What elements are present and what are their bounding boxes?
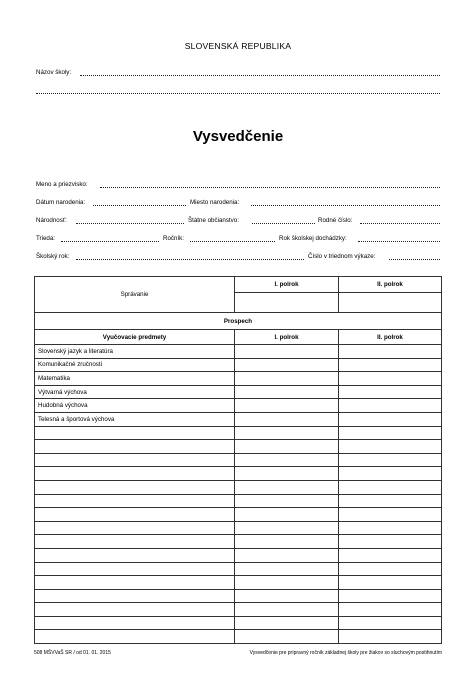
grade-half2-cell[interactable]: [339, 535, 442, 549]
grade-half2-cell[interactable]: [339, 616, 442, 630]
table-row: [35, 630, 442, 644]
table-row: [35, 508, 442, 522]
grade-half1-cell[interactable]: [235, 372, 339, 386]
grade-half2-cell[interactable]: [339, 480, 442, 494]
page-title: Vysvedčenie: [192, 128, 284, 145]
grade-half2-cell[interactable]: [339, 453, 442, 467]
subject-name[interactable]: [35, 467, 235, 481]
grade-half1-cell[interactable]: [235, 426, 339, 440]
table-row: [35, 562, 442, 576]
id-number-label: Rodné číslo:: [318, 217, 353, 224]
register-number-field[interactable]: [389, 259, 440, 260]
attendance-year-label: Rok školskej dochádzky:: [279, 235, 347, 242]
grade-half1-cell[interactable]: [235, 589, 339, 603]
table-row: [35, 548, 442, 562]
behavior-half1-cell[interactable]: [235, 293, 339, 313]
grade-half1-cell[interactable]: [235, 453, 339, 467]
subject-name[interactable]: [35, 589, 235, 603]
register-number-label: Číslo v triednom výkaze:: [308, 253, 376, 260]
table-row: [35, 385, 442, 399]
class-label: Trieda:: [36, 235, 56, 242]
republic-heading: SLOVENSKÁ REPUBLIKA: [184, 41, 292, 51]
behavior-label: Správanie: [35, 277, 235, 313]
school-year-field[interactable]: [76, 259, 304, 260]
grade-table: [34, 276, 442, 644]
grade-half1-cell[interactable]: [235, 467, 339, 481]
subject-name: Slovenský jazyk a literatúra: [35, 345, 235, 359]
table-row: [35, 440, 442, 454]
school-name-label: Názov školy:: [36, 69, 72, 76]
progress-half2-header: II. polrok: [339, 330, 442, 345]
table-row: [35, 616, 442, 630]
table-row: [35, 589, 442, 603]
grade-half2-cell[interactable]: [339, 467, 442, 481]
class-field[interactable]: [61, 241, 159, 242]
grade-half1-cell[interactable]: [235, 630, 339, 644]
table-row: [35, 521, 442, 535]
subject-name[interactable]: [35, 535, 235, 549]
grade-half2-cell[interactable]: [339, 548, 442, 562]
behavior-half2-cell[interactable]: [339, 293, 442, 313]
citizenship-field[interactable]: [252, 223, 315, 224]
birth-date-label: Dátum narodenia:: [36, 199, 86, 206]
table-row: [35, 345, 442, 359]
grade-year-field[interactable]: [190, 241, 275, 242]
citizenship-label: Štátne občianstvo:: [188, 217, 239, 224]
table-row: [35, 576, 442, 590]
school-name-field-line2[interactable]: [36, 93, 440, 94]
name-field[interactable]: [100, 187, 440, 188]
grade-half2-cell[interactable]: [339, 345, 442, 359]
grade-half2-cell[interactable]: [339, 521, 442, 535]
grade-half1-cell[interactable]: [235, 412, 339, 426]
footer-form-description: Vysvedčenie pre prípravný ročník základnej školy pre žiakov so sluchovým postihnutím: [249, 650, 442, 656]
progress-half1-header: I. polrok: [235, 330, 339, 345]
table-row: [35, 358, 442, 372]
subject-name[interactable]: [35, 440, 235, 454]
grade-half2-cell[interactable]: [339, 494, 442, 508]
subject-name[interactable]: [35, 616, 235, 630]
table-row: [35, 372, 442, 386]
table-row: [35, 453, 442, 467]
grade-half1-cell[interactable]: [235, 508, 339, 522]
grade-half1-cell[interactable]: [235, 494, 339, 508]
grade-year-label: Ročník:: [163, 235, 184, 242]
behavior-half2-header: II. polrok: [339, 277, 442, 293]
subject-name: Matematika: [35, 372, 235, 386]
id-number-field[interactable]: [360, 223, 440, 224]
subject-name: Hudobná výchova: [35, 399, 235, 413]
grade-half2-cell[interactable]: [339, 562, 442, 576]
subject-name: Telesná a športová výchova: [35, 412, 235, 426]
grade-half2-cell[interactable]: [339, 576, 442, 590]
grade-half2-cell[interactable]: [339, 385, 442, 399]
subject-name[interactable]: [35, 480, 235, 494]
grade-half1-cell[interactable]: [235, 440, 339, 454]
subjects-header: Vyučovacie predmety: [35, 330, 235, 345]
behavior-half1-header: I. polrok: [235, 277, 339, 293]
subject-name[interactable]: [35, 508, 235, 522]
grade-half1-cell[interactable]: [235, 345, 339, 359]
table-row: [35, 603, 442, 617]
name-label: Meno a priezvisko:: [36, 181, 88, 188]
subject-name[interactable]: [35, 603, 235, 617]
table-row: [35, 535, 442, 549]
grade-half1-cell[interactable]: [235, 385, 339, 399]
table-row: [35, 480, 442, 494]
grade-half2-cell[interactable]: [339, 440, 442, 454]
subject-name[interactable]: [35, 630, 235, 644]
grade-half1-cell[interactable]: [235, 603, 339, 617]
subject-name[interactable]: [35, 548, 235, 562]
grade-half1-cell[interactable]: [235, 521, 339, 535]
table-row: [35, 399, 442, 413]
grade-half1-cell[interactable]: [235, 562, 339, 576]
grade-half1-cell[interactable]: [235, 399, 339, 413]
grade-half2-cell[interactable]: [339, 358, 442, 372]
grade-half2-cell[interactable]: [339, 372, 442, 386]
footer-form-code: 508 MŠVVaŠ SR / od 01. 01. 2015: [34, 650, 111, 656]
grade-half1-cell[interactable]: [235, 616, 339, 630]
grade-half2-cell[interactable]: [339, 412, 442, 426]
school-year-label: Školský rok:: [36, 253, 70, 260]
grade-half1-cell[interactable]: [235, 358, 339, 372]
grade-half2-cell[interactable]: [339, 603, 442, 617]
grade-half1-cell[interactable]: [235, 535, 339, 549]
progress-heading: Prospech: [35, 313, 442, 330]
subject-name[interactable]: [35, 494, 235, 508]
grade-half2-cell[interactable]: [339, 399, 442, 413]
school-name-field[interactable]: [80, 75, 440, 76]
grade-half1-cell[interactable]: [235, 576, 339, 590]
grade-half2-cell[interactable]: [339, 426, 442, 440]
grade-half2-cell[interactable]: [339, 630, 442, 644]
subject-name[interactable]: [35, 562, 235, 576]
attendance-year-field[interactable]: [358, 241, 440, 242]
subject-name: Výtvarná výchova: [35, 385, 235, 399]
subject-name[interactable]: [35, 576, 235, 590]
birth-place-label: Miesto narodenia:: [190, 199, 240, 206]
subject-name: Komunikačné zručnosti: [35, 358, 235, 372]
table-row: [35, 426, 442, 440]
table-row: [35, 494, 442, 508]
birth-place-field[interactable]: [251, 205, 440, 206]
subject-name[interactable]: [35, 426, 235, 440]
birth-date-field[interactable]: [93, 205, 186, 206]
subject-name[interactable]: [35, 453, 235, 467]
table-row: [35, 467, 442, 481]
table-row: [35, 412, 442, 426]
grade-half2-cell[interactable]: [339, 508, 442, 522]
grade-half2-cell[interactable]: [339, 589, 442, 603]
subject-name[interactable]: [35, 521, 235, 535]
nationality-field[interactable]: [76, 223, 184, 224]
nationality-label: Národnosť:: [36, 217, 67, 224]
grade-half1-cell[interactable]: [235, 480, 339, 494]
grade-half1-cell[interactable]: [235, 548, 339, 562]
